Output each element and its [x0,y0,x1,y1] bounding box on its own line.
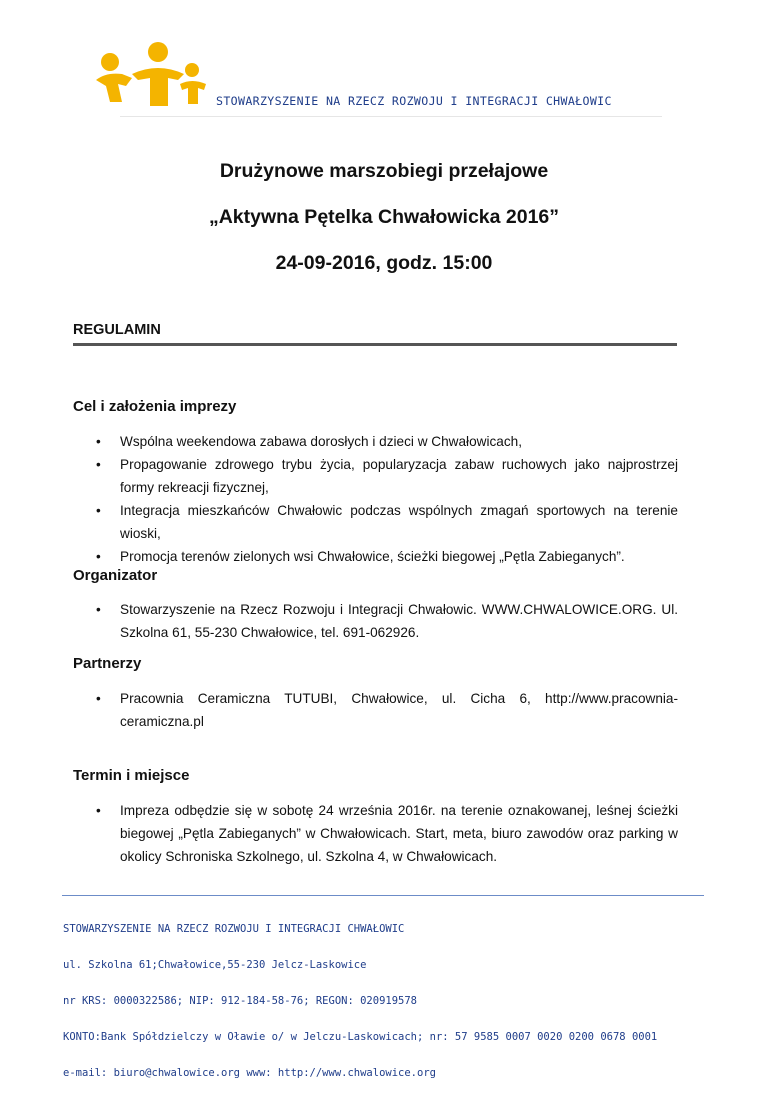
bullet-icon: • [96,434,101,449]
regulamin-heading: REGULAMIN [73,322,161,338]
title-line-2: „Aktywna Pętelka Chwałowicka 2016” [208,206,560,228]
list-item: • Pracownia Ceramiczna TUTUBI, Chwałowice, ul. Cicha 6, http://www.pracownia-ceramiczna.pl [96,687,678,733]
list-item: • Impreza odbędzie się w sobotę 24 września 2016r. na terenie oznakowanej, leśnej ścieżki biegowej „Pętla Zabieganych” w Chwałowicach. Start, meta, biuro zawodów oraz parking w okolicy Schroniska Szkolnego, ul. Szkolna 4, w Chwałowicach. [96,799,678,868]
title-line-3: 24-09-2016, godz. 15:00 [275,252,493,274]
list-partnerzy [96,687,678,733]
association-logo [92,40,222,108]
list-organizator [96,598,678,644]
list-item: • Propagowanie zdrowego trybu życia, popularyzacja zabaw ruchowych jako najprostrzej formy rekreacji fizycznej, [96,453,678,499]
footer-contact [63,899,657,1103]
letterhead [92,40,662,118]
footer-line-registry: nr KRS: 0000322586; NIP: 912-184-58-76; REGON: 020919578 [63,995,418,1007]
section-title-partnerzy: Partnerzy [73,655,142,672]
footer-line-contact: e-mail: biuro@chwalowice.org www: http://www.chwalowice.org [63,1067,436,1079]
bullet-icon: • [96,691,101,706]
section-title-cel: Cel i założenia imprezy [73,398,237,415]
list-termin [96,799,678,868]
org-name-header: STOWARZYSZENIE NA RZECZ ROZWOJU I INTEGRACJI CHWAŁOWIC [216,94,612,108]
list-cel [96,430,678,568]
bullet-icon: • [96,803,101,818]
section-title-termin: Termin i miejsce [73,767,190,784]
list-item: • Promocja terenów zielonych wsi Chwałowice, ścieżki biegowej „Pętla Zabieganych”. [96,545,678,568]
title-line-1: Drużynowe marszobiegi przełajowe [219,160,549,182]
list-item: • Integracja mieszkańców Chwałowic podczas wspólnych zmagań sportowych na terenie wioski, [96,499,678,545]
list-item: • Stowarzyszenie na Rzecz Rozwoju i Integracji Chwałowic. WWW.CHWALOWICE.ORG. Ul. Szkolna 61, 55-230 Chwałowice, tel. 691-062926. [96,598,678,644]
footer-line-address: ul. Szkolna 61;Chwałowice,55-230 Jelcz-Laskowice [63,959,367,971]
footer-divider [62,895,704,896]
regulamin-divider [73,343,677,346]
bullet-icon: • [96,549,101,564]
footer-line-org: STOWARZYSZENIE NA RZECZ ROZWOJU I INTEGRACJI CHWAŁOWIC [63,923,405,935]
bullet-icon: • [96,602,101,617]
bullet-icon: • [96,503,101,518]
footer-line-account: KONTO:Bank Spółdzielczy w Oławie o/ w Jelczu-Laskowicach; nr: 57 9585 0007 0020 0200 0678 0001 [63,1031,658,1043]
list-item: • Wspólna weekendowa zabawa dorosłych i dzieci w Chwałowicach, [96,430,678,453]
header-divider [120,116,662,117]
bullet-icon: • [96,457,101,472]
section-title-organizator: Organizator [73,567,158,584]
